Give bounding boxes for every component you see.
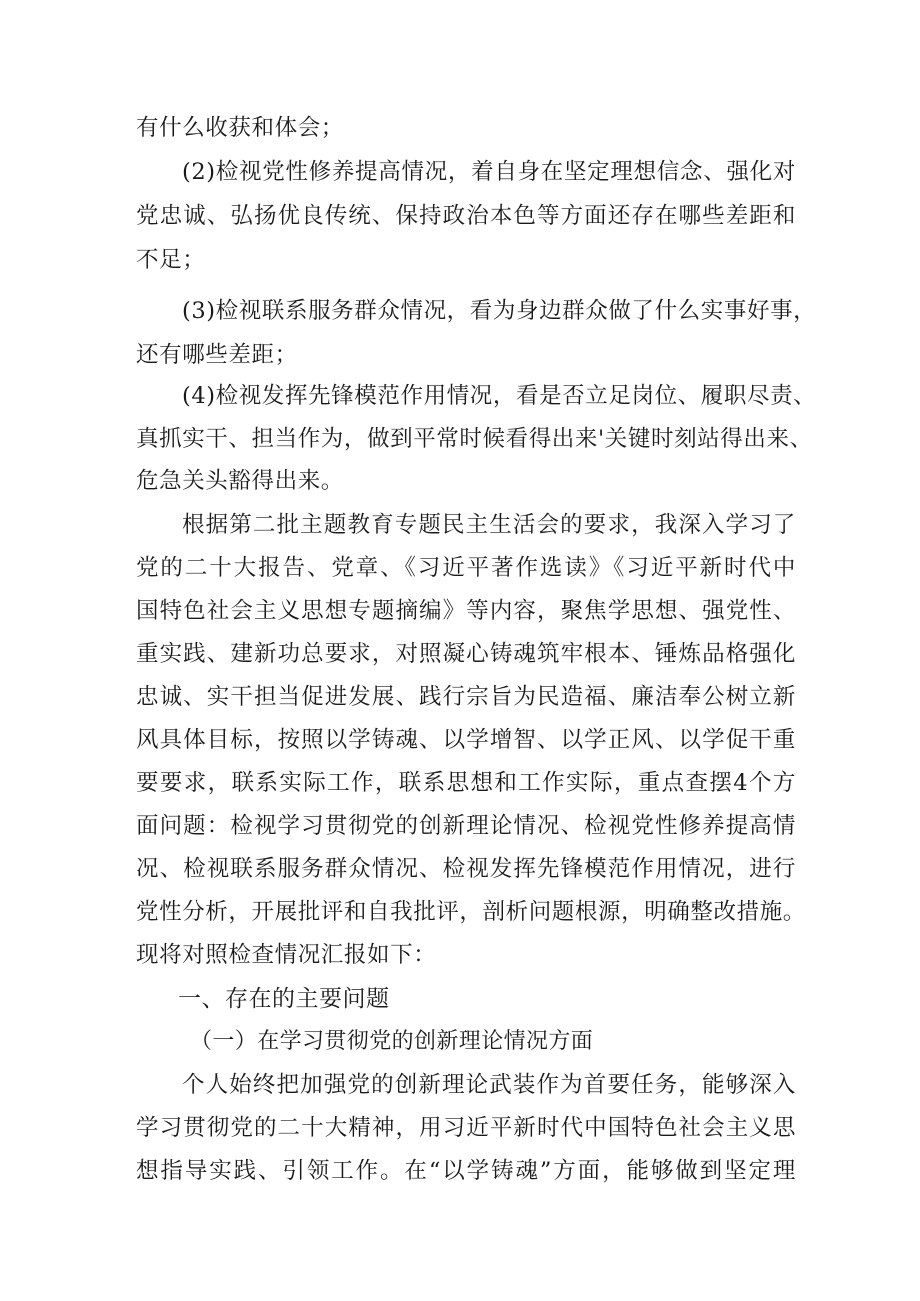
text-line: 国特色社会主义思想专题摘编》等内容，聚焦学思想、强党性、 (136, 598, 796, 624)
text-line: 忠诚、实干担当促进发展、践行宗旨为民造福、廉洁奉公树立新 (136, 684, 796, 710)
section-heading: 一、存在的主要问题 (178, 986, 390, 1012)
text-line: 真抓实干、担当作为，做到平常时候看得出来'关键时刻站得出来、 (136, 426, 813, 452)
text-line: 危急关头豁得出来。 (136, 468, 344, 494)
text-line: (3)检视联系服务群众情况，看为身边群众做了什么实事好事， (182, 298, 817, 324)
text-line: 况、检视联系服务群众情况、检视发挥先锋模范作用情况，进行 (136, 856, 796, 882)
text-line: 重实践、建新功总要求，对照凝心铸魂筑牢根本、锤炼品格强化 (136, 641, 796, 667)
text-line: 不足； (136, 247, 206, 273)
text-line: 风具体目标，按照以学铸魂、以学增智、以学正风、以学促干重 (136, 727, 796, 753)
text-line: 党性分析，开展批评和自我批评，剖析问题根源，明确整改措施。 (136, 899, 806, 925)
text-line: (2)检视党性修养提高情况，着自身在坚定理想信念、强化对 (182, 159, 796, 185)
text-line: 学习贯彻党的二十大精神，用习近平新时代中国特色社会主义思 (136, 1115, 796, 1141)
text-line: 有什么收获和体会； (136, 115, 344, 141)
text-line: 现将对照检查情况汇报如下： (136, 942, 437, 968)
text-line: 还有哪些差距； (136, 342, 298, 368)
text-line: 党的二十大报告、党章、《习近平著作选读》《习近平新时代中 (136, 555, 796, 581)
text-line: 根据第二批主题教育专题民主生活会的要求，我深入学习了 (182, 512, 796, 538)
text-line: 党忠诚、弘扬优良传统、保持政治本色等方面还存在哪些差距和 (136, 203, 796, 229)
text-line: 想指导实践、引领工作。在“以学铸魂”方面，能够做到坚定理 (136, 1158, 796, 1184)
text-line: (4)检视发挥先锋模范作用情况，看是否立足岗位、履职尽责、 (182, 383, 817, 409)
text-line: 个人始终把加强党的创新理论武装作为首要任务，能够深入 (182, 1072, 796, 1098)
subsection-heading: （一）在学习贯彻党的创新理论情况方面 (190, 1029, 594, 1054)
text-line: 要要求，联系实际工作，联系思想和工作实际，重点查摆4个方 (136, 770, 796, 796)
text-line: 面问题：检视学习贯彻党的创新理论情况、检视党性修养提高情 (136, 813, 796, 839)
